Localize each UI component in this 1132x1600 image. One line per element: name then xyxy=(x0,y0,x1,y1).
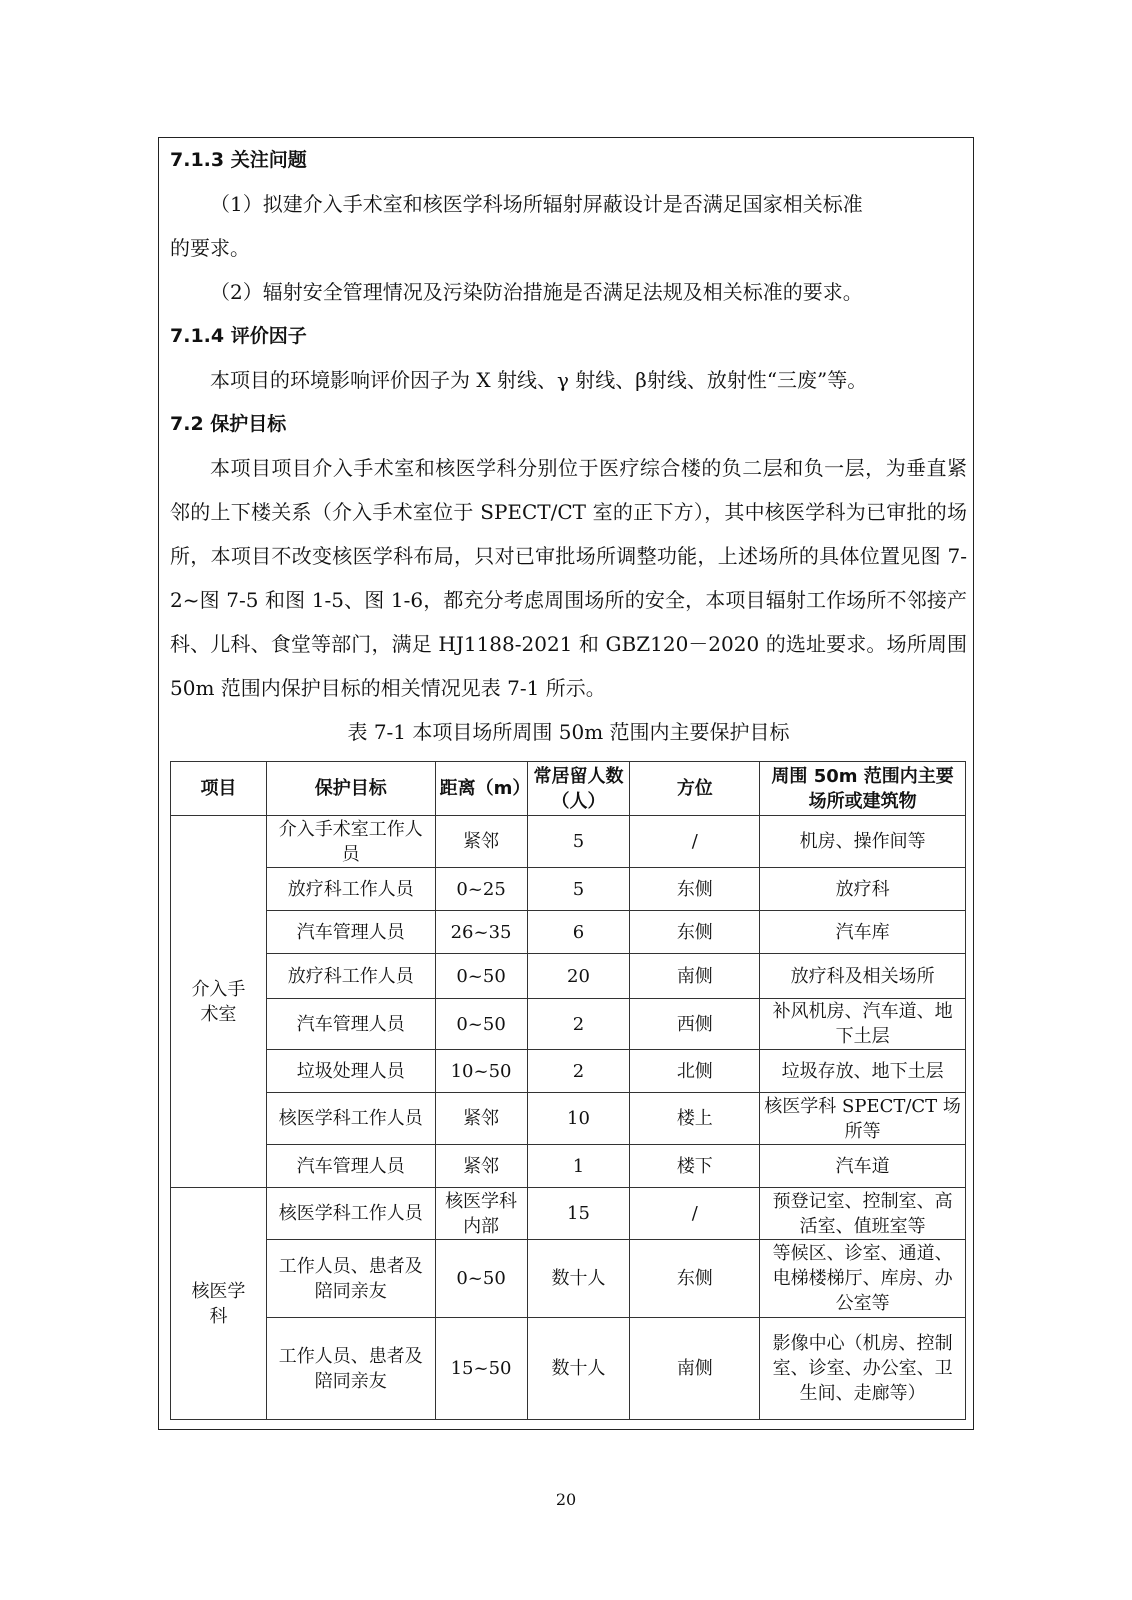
table-row xyxy=(171,1145,966,1188)
header-target: 保护目标 xyxy=(266,762,435,816)
distance-cell: 0~50 xyxy=(435,954,527,999)
table-row xyxy=(171,1318,966,1420)
section-7-1-4-title: 7.1.4 评价因子 xyxy=(170,325,307,347)
section-7-1-3-item-2: （2）辐射安全管理情况及污染防治措施是否满足法规及相关标准的要求。 xyxy=(210,280,863,304)
section-7-2-paragraph: 本项目项目介入手术室和核医学科分别位于医疗综合楼的负二层和负一层，为垂直紧邻的上下楼关系（介入手术室位于 SPECT/CT 室的正下方），其中核医学科为已审批的场所，本项目不改变核医学科布局，只对已审批场所调整功能，上述场所的具体位置见图 7-2~图 7-5 和图 1-5、图 1-6，都充分考虑周围场所的安全，本项目辐射工作场所不邻接产科、儿科、食堂等部门，满足 HJ1188-2021 和 GBZ120－2020 的选址要求。场所周围 50m 范围内保护目标的相关情况见表 7-1 所示。 xyxy=(170,456,967,700)
distance-cell: 0~25 xyxy=(435,868,527,911)
target-cell: 工作人员、患者及陪同亲友 xyxy=(266,1318,435,1420)
section-7-1-4-paragraph: 本项目的环境影响评价因子为 X 射线、γ 射线、β射线、放射性“三废”等。 xyxy=(210,368,868,392)
distance-cell: 0~50 xyxy=(435,1240,527,1318)
table-caption: 表 7-1 本项目场所周围 50m 范围内主要保护目标 xyxy=(347,720,790,744)
header-count: 常居留人数（人） xyxy=(527,762,630,816)
distance-cell: 15~50 xyxy=(435,1318,527,1420)
place-cell: 影像中心（机房、控制室、诊室、办公室、卫生间、走廊等） xyxy=(760,1318,966,1420)
header-project: 项目 xyxy=(171,762,267,816)
direction-cell: 西侧 xyxy=(630,999,760,1050)
place-cell: 汽车库 xyxy=(760,911,966,954)
header-place: 周围 50m 范围内主要场所或建筑物 xyxy=(760,762,966,816)
place-cell: 垃圾存放、地下土层 xyxy=(760,1050,966,1093)
table-row xyxy=(171,1188,966,1240)
distance-cell: 紧邻 xyxy=(435,1093,527,1145)
table-header-row xyxy=(171,762,966,816)
direction-cell: 东侧 xyxy=(630,911,760,954)
document-body xyxy=(170,138,967,754)
target-cell: 汽车管理人员 xyxy=(266,1145,435,1188)
count-cell: 5 xyxy=(527,868,630,911)
section-7-1-3-item-1: （1）拟建介入手术室和核医学科场所辐射屏蔽设计是否满足国家相关标准 xyxy=(210,192,863,216)
place-cell: 机房、操作间等 xyxy=(760,816,966,868)
table-row xyxy=(171,816,966,868)
group-name-cell: 核医学科 xyxy=(171,1188,267,1420)
target-cell: 核医学科工作人员 xyxy=(266,1188,435,1240)
target-cell: 垃圾处理人员 xyxy=(266,1050,435,1093)
table-row xyxy=(171,1050,966,1093)
direction-cell: / xyxy=(630,1188,760,1240)
count-cell: 15 xyxy=(527,1188,630,1240)
count-cell: 2 xyxy=(527,999,630,1050)
section-7-1-3-title: 7.1.3 关注问题 xyxy=(170,149,307,171)
target-cell: 介入手术室工作人员 xyxy=(266,816,435,868)
table-row xyxy=(171,1093,966,1145)
table-row xyxy=(171,954,966,999)
count-cell: 数十人 xyxy=(527,1240,630,1318)
header-direction: 方位 xyxy=(630,762,760,816)
section-7-1-3-item-1-cont: 的要求。 xyxy=(170,236,250,260)
target-cell: 工作人员、患者及陪同亲友 xyxy=(266,1240,435,1318)
distance-cell: 紧邻 xyxy=(435,816,527,868)
direction-cell: 东侧 xyxy=(630,1240,760,1318)
section-7-2-title: 7.2 保护目标 xyxy=(170,413,287,435)
table-row xyxy=(171,1240,966,1318)
direction-cell: 南侧 xyxy=(630,1318,760,1420)
count-cell: 6 xyxy=(527,911,630,954)
count-cell: 2 xyxy=(527,1050,630,1093)
distance-cell: 核医学科内部 xyxy=(435,1188,527,1240)
target-cell: 核医学科工作人员 xyxy=(266,1093,435,1145)
count-cell: 10 xyxy=(527,1093,630,1145)
place-cell: 放疗科 xyxy=(760,868,966,911)
place-cell: 预登记室、控制室、高活室、值班室等 xyxy=(760,1188,966,1240)
count-cell: 20 xyxy=(527,954,630,999)
count-cell: 数十人 xyxy=(527,1318,630,1420)
distance-cell: 10~50 xyxy=(435,1050,527,1093)
count-cell: 1 xyxy=(527,1145,630,1188)
distance-cell: 紧邻 xyxy=(435,1145,527,1188)
count-cell: 5 xyxy=(527,816,630,868)
place-cell: 核医学科 SPECT/CT 场所等 xyxy=(760,1093,966,1145)
direction-cell: 南侧 xyxy=(630,954,760,999)
target-cell: 放疗科工作人员 xyxy=(266,868,435,911)
direction-cell: 楼下 xyxy=(630,1145,760,1188)
direction-cell: 楼上 xyxy=(630,1093,760,1145)
table-row xyxy=(171,999,966,1050)
target-cell: 放疗科工作人员 xyxy=(266,954,435,999)
table-row xyxy=(171,911,966,954)
protection-targets-table xyxy=(170,761,966,1420)
place-cell: 补风机房、汽车道、地下土层 xyxy=(760,999,966,1050)
direction-cell: 东侧 xyxy=(630,868,760,911)
direction-cell: 北侧 xyxy=(630,1050,760,1093)
place-cell: 放疗科及相关场所 xyxy=(760,954,966,999)
place-cell: 等候区、诊室、通道、电梯楼梯厅、库房、办公室等 xyxy=(760,1240,966,1318)
table-row xyxy=(171,868,966,911)
distance-cell: 0~50 xyxy=(435,999,527,1050)
distance-cell: 26~35 xyxy=(435,911,527,954)
target-cell: 汽车管理人员 xyxy=(266,999,435,1050)
page-number: 20 xyxy=(555,1490,577,1509)
header-distance: 距离（m） xyxy=(435,762,527,816)
target-cell: 汽车管理人员 xyxy=(266,911,435,954)
table-body xyxy=(171,816,966,1420)
place-cell: 汽车道 xyxy=(760,1145,966,1188)
direction-cell: / xyxy=(630,816,760,868)
group-name-cell: 介入手术室 xyxy=(171,816,267,1188)
